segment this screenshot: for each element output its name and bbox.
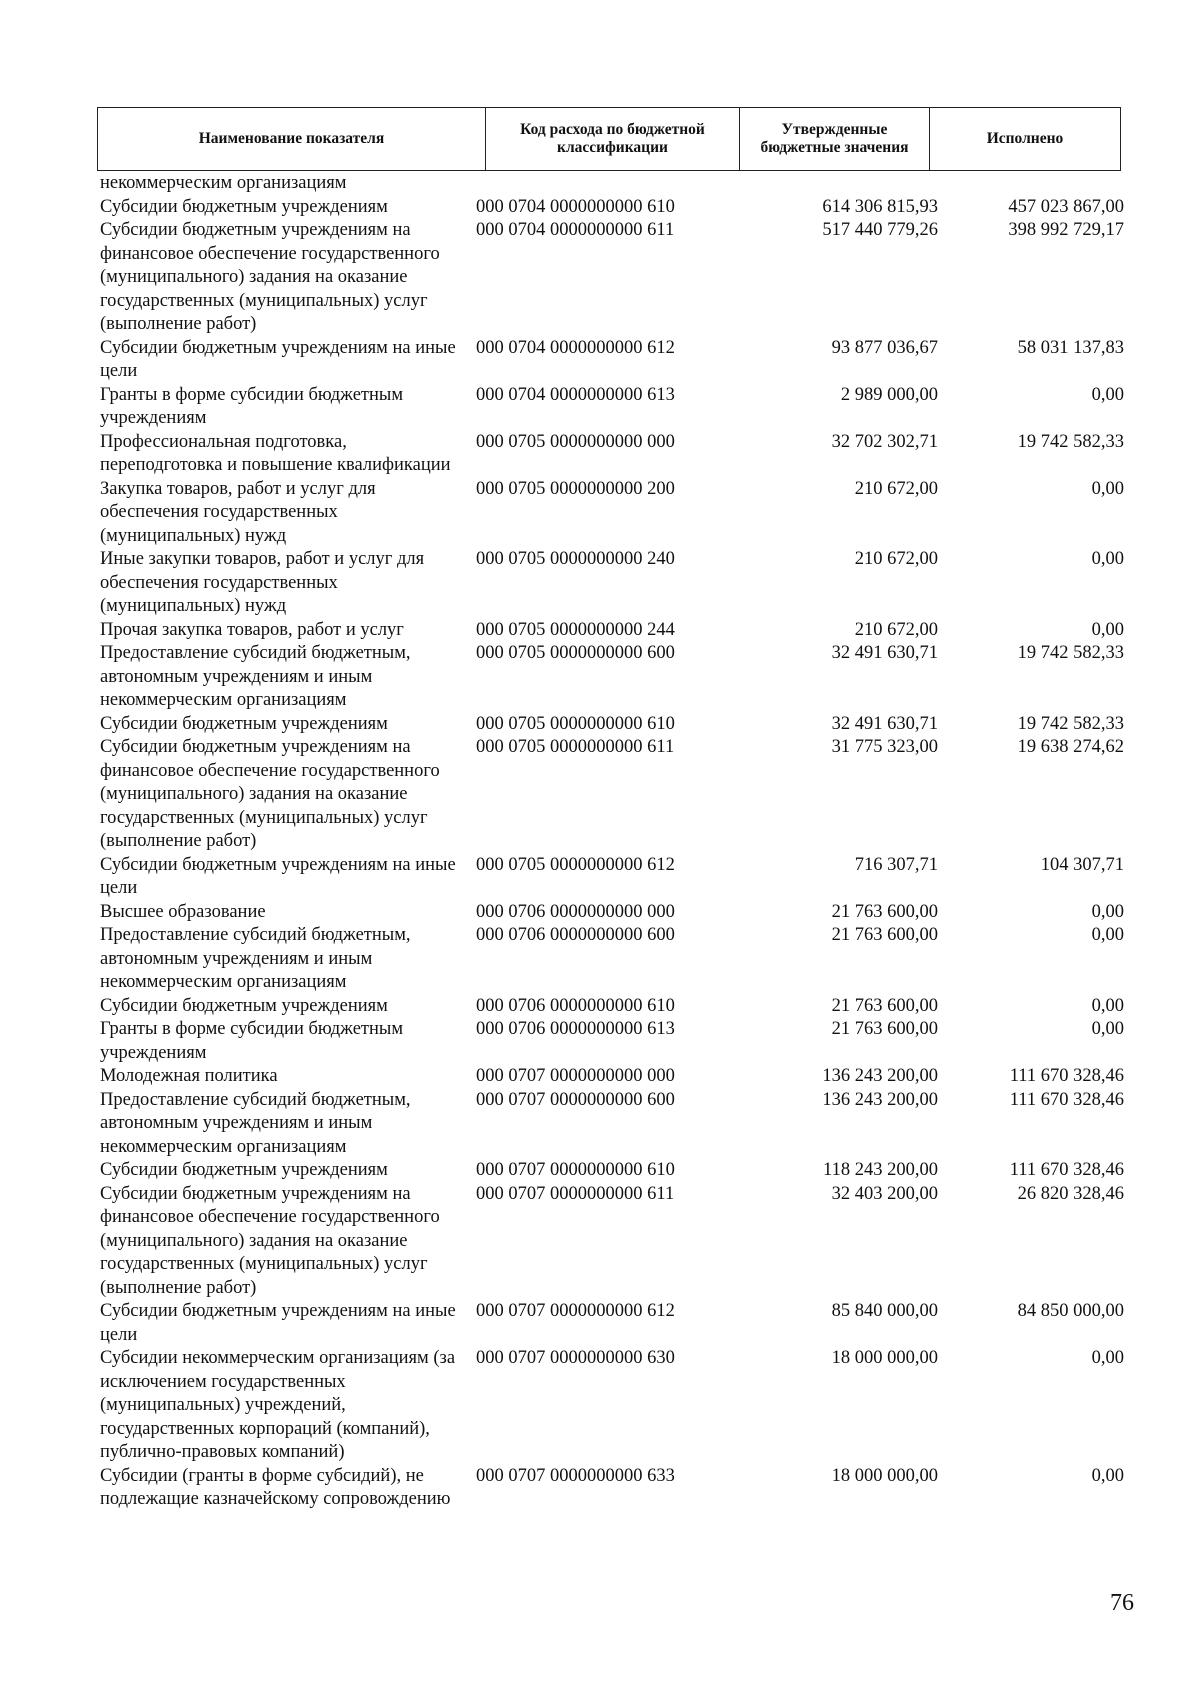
table-row [100, 219, 1128, 337]
row-approved: 32 491 630,71 [831, 643, 938, 663]
row-approved: 18 000 000,00 [831, 1348, 938, 1368]
row-code: 000 0706 0000000000 613 [476, 1019, 675, 1039]
table-row [100, 1300, 1128, 1347]
row-name: Предоставление субсидий бюджетным, автономным учреждениям и иным некоммерческим организациям [100, 925, 411, 992]
row-code: 000 0706 0000000000 000 [476, 901, 675, 922]
row-approved: 136 243 200,00 [822, 1066, 938, 1086]
row-executed: 19 742 582,33 [1017, 713, 1124, 734]
row-name: Субсидии бюджетным учреждениям [100, 713, 388, 734]
row-approved: 716 307,71 [854, 854, 938, 875]
row-approved: 21 763 600,00 [831, 925, 938, 945]
row-executed: 0,00 [1091, 1465, 1124, 1486]
row-executed: 0,00 [1091, 901, 1124, 922]
row-code: 000 0707 0000000000 611 [476, 1183, 675, 1204]
row-approved: 21 763 600,00 [831, 1019, 938, 1039]
table-row [100, 854, 1128, 901]
row-name: Субсидии бюджетным учреждениям на иные цели [100, 337, 456, 381]
row-approved: 118 243 200,00 [823, 1160, 938, 1180]
table-row [100, 642, 1128, 713]
table-row [100, 196, 1128, 220]
row-approved: 93 877 036,67 [831, 337, 938, 358]
row-name: Высшее образование [100, 901, 266, 922]
row-executed: 0,00 [1091, 549, 1124, 569]
row-code: 000 0705 0000000000 244 [476, 619, 675, 640]
row-name: Субсидии некоммерческим организациям (за исключением государственных (муниципальных) учреждений, государственных корпораций (компаний), публично-правовых компаний) [100, 1348, 456, 1462]
table-row [100, 384, 1128, 431]
header-code: Код расхода по бюджетной классификации [485, 108, 739, 170]
table-body [100, 172, 1128, 1512]
row-approved: 2 989 000,00 [840, 384, 938, 405]
row-executed: 111 670 328,46 [1009, 1089, 1124, 1110]
row-approved: 31 775 323,00 [831, 737, 938, 757]
row-name: Профессиональная подготовка, переподготовка и повышение квалификации [100, 431, 451, 475]
row-approved: 136 243 200,00 [822, 1089, 938, 1110]
row-approved: 614 306 815,93 [822, 196, 938, 217]
row-code: 000 0705 0000000000 600 [476, 643, 675, 663]
row-name: Субсидии бюджетным учреждениям на финансовое обеспечение государственного (муниципального) задания на оказание государственных (муниципальных) услуг (выполнение работ) [100, 1183, 440, 1298]
row-executed: 19 742 582,33 [1017, 643, 1124, 663]
row-name: некоммерческим организациям [100, 173, 347, 193]
row-approved: 32 491 630,71 [831, 713, 938, 734]
row-name: Прочая закупка товаров, работ и услуг [100, 619, 404, 640]
table-row [100, 995, 1128, 1019]
row-code: 000 0704 0000000000 613 [476, 384, 675, 405]
row-code: 000 0707 0000000000 600 [476, 1089, 675, 1110]
row-approved: 517 440 779,26 [822, 220, 938, 240]
table-row [100, 924, 1128, 995]
row-code: 000 0705 0000000000 611 [476, 737, 675, 757]
row-approved: 85 840 000,00 [831, 1301, 938, 1321]
table-row [100, 337, 1128, 384]
row-code: 000 0707 0000000000 610 [476, 1160, 675, 1180]
row-code: 000 0707 0000000000 612 [476, 1301, 675, 1321]
table-row [100, 548, 1128, 619]
table-row [100, 1018, 1128, 1065]
row-code: 000 0707 0000000000 630 [476, 1348, 675, 1368]
row-executed: 0,00 [1091, 925, 1124, 945]
row-code: 000 0705 0000000000 610 [476, 713, 675, 734]
row-name: Субсидии бюджетным учреждениям [100, 196, 388, 217]
table-row [100, 619, 1128, 643]
row-executed: 398 992 729,17 [1008, 220, 1124, 240]
row-code: 000 0704 0000000000 612 [476, 337, 675, 358]
row-name: Гранты в форме субсидии бюджетным учреждениям [100, 384, 404, 428]
header-approved: Утвержденные бюджетные значения [739, 108, 929, 170]
table-row [100, 1089, 1128, 1160]
table-header [97, 107, 1121, 171]
row-name: Предоставление субсидий бюджетным, автономным учреждениям и иным некоммерческим организациям [100, 1089, 411, 1157]
row-name: Иные закупки товаров, работ и услуг для обеспечения государственных (муниципальных) нужд [100, 549, 425, 616]
row-name: Субсидии бюджетным учреждениям на иные цели [100, 854, 456, 898]
table-row [100, 1465, 1128, 1512]
row-code: 000 0707 0000000000 633 [476, 1465, 675, 1486]
row-executed: 111 670 328,46 [1009, 1066, 1124, 1086]
row-approved: 210 672,00 [854, 619, 938, 640]
row-code: 000 0705 0000000000 240 [476, 549, 675, 569]
row-executed: 0,00 [1091, 478, 1124, 499]
table-row [100, 478, 1128, 549]
row-approved: 210 672,00 [854, 549, 938, 569]
row-name: Субсидии (гранты в форме субсидий), не подлежащие казначейскому сопровождению [100, 1465, 451, 1509]
row-name: Субсидии бюджетным учреждениям [100, 1160, 388, 1180]
table-row [100, 1347, 1128, 1465]
row-executed: 84 850 000,00 [1017, 1301, 1124, 1321]
table-row [100, 1159, 1128, 1183]
page-number: 76 [1110, 1590, 1134, 1616]
row-executed: 0,00 [1091, 1019, 1124, 1039]
row-name: Субсидии бюджетным учреждениям на финансовое обеспечение государственного (муниципального) задания на оказание государственных (муниципальных) услуг (выполнение работ) [100, 220, 440, 334]
row-name: Субсидии бюджетным учреждениям на иные цели [100, 1301, 456, 1345]
table-row [100, 736, 1128, 854]
row-executed: 111 670 328,46 [1009, 1160, 1124, 1180]
row-name: Субсидии бюджетным учреждениям [100, 995, 388, 1016]
table-row [100, 1183, 1128, 1301]
header-name: Наименование показателя [198, 130, 385, 147]
row-executed: 19 742 582,33 [1017, 431, 1124, 452]
row-name: Субсидии бюджетным учреждениям на финансовое обеспечение государственного (муниципального) задания на оказание государственных (муниципальных) услуг (выполнение работ) [100, 737, 440, 851]
row-approved: 210 672,00 [854, 478, 938, 499]
row-executed: 0,00 [1091, 619, 1124, 640]
row-executed: 58 031 137,83 [1017, 337, 1124, 358]
row-executed: 104 307,71 [1040, 854, 1124, 875]
row-executed: 0,00 [1091, 995, 1124, 1016]
header-executed: Исполнено [929, 108, 1120, 170]
row-code: 000 0706 0000000000 600 [476, 925, 675, 945]
row-executed: 0,00 [1091, 1348, 1124, 1368]
row-approved: 18 000 000,00 [831, 1465, 938, 1486]
row-name: Молодежная политика [100, 1066, 278, 1086]
row-code: 000 0705 0000000000 200 [476, 478, 675, 499]
table-row [100, 431, 1128, 478]
row-executed: 0,00 [1091, 384, 1124, 405]
row-executed: 19 638 274,62 [1017, 737, 1124, 757]
row-code: 000 0704 0000000000 611 [476, 220, 675, 240]
table-row [100, 713, 1128, 737]
row-code: 000 0705 0000000000 612 [476, 854, 675, 875]
row-approved: 21 763 600,00 [831, 901, 938, 922]
row-code: 000 0706 0000000000 610 [476, 995, 675, 1016]
row-approved: 32 702 302,71 [831, 431, 938, 452]
row-code: 000 0704 0000000000 610 [476, 196, 675, 217]
row-approved: 32 403 200,00 [831, 1183, 938, 1204]
table-row [100, 1065, 1128, 1089]
row-code: 000 0707 0000000000 000 [476, 1066, 675, 1086]
table-row [100, 172, 1128, 196]
row-executed: 457 023 867,00 [1008, 196, 1124, 217]
row-name: Предоставление субсидий бюджетным, автономным учреждениям и иным некоммерческим организациям [100, 643, 411, 710]
row-name: Гранты в форме субсидии бюджетным учреждениям [100, 1019, 404, 1063]
row-name: Закупка товаров, работ и услуг для обеспечения государственных (муниципальных) нужд [100, 478, 376, 546]
row-approved: 21 763 600,00 [831, 995, 938, 1016]
row-code: 000 0705 0000000000 000 [476, 431, 675, 452]
table-row [100, 901, 1128, 925]
row-executed: 26 820 328,46 [1017, 1183, 1124, 1204]
